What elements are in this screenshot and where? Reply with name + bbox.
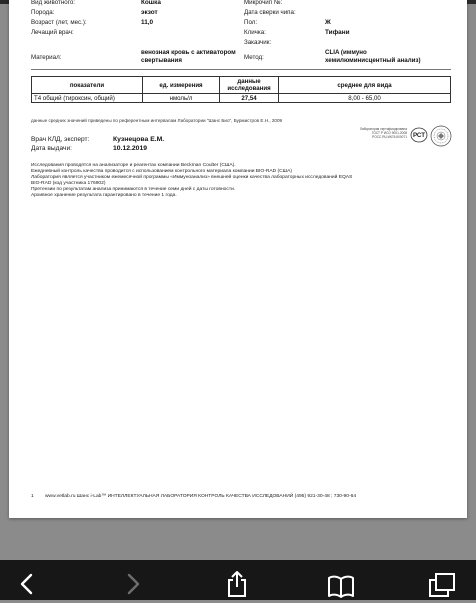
chevron-left-icon[interactable] bbox=[19, 572, 35, 601]
footer-text: www.vetlab.ru Шанс i-Lab™ ИНТЕЛЛЕКТУАЛЬНАЯ ЛАБОРАТОРИЯ КОНТРОЛЬ КАЧЕСТВА ИССЛЕДОВАНИЙ (495) 921-30-48 ; 730-90-64 bbox=[45, 494, 357, 499]
material-label: Материал: bbox=[31, 54, 62, 61]
material-value: венозная кровь с активатором свертывания bbox=[141, 49, 236, 64]
lab-report-page bbox=[9, 0, 467, 518]
result-value-cell: 27,54 bbox=[220, 94, 279, 103]
page-number: 1 bbox=[31, 494, 34, 499]
species-label: Вид животного: bbox=[31, 0, 76, 6]
breed-label: Порода: bbox=[31, 9, 55, 16]
customer-label: Заказчик: bbox=[244, 39, 272, 46]
unit-cell: нмоль/л bbox=[143, 94, 220, 103]
column-header: данные исследования bbox=[220, 77, 279, 94]
column-header: среднее для вида bbox=[279, 77, 451, 94]
note-line: Исследования проводятся на анализаторе и реагентах компании Beckman Coulter (США). bbox=[31, 163, 236, 168]
note-line: Ежедневный контроль качества проводится с использованием контрольного материала компании BIO-RAD (США) bbox=[31, 169, 293, 175]
reference-range-cell: 8,00 - 65,00 bbox=[279, 94, 451, 103]
name-label: Кличка: bbox=[244, 29, 266, 36]
note-line: Лаборатория является участником ежемесячной программы «Иммуноанализ» внешней оценки качества лабораторных исследований EQAS bbox=[31, 175, 353, 181]
note-line: BIO-RAD (код участника 176902) bbox=[31, 181, 106, 187]
column-header: показатели bbox=[32, 77, 143, 94]
method-value: CLIA (иммуно хемилюминисцентный анализ) bbox=[325, 49, 421, 64]
note-line: Претензии по результатам анализа принимаются в течение семи дней с даты готовности. bbox=[31, 187, 236, 193]
note-line: Архивное хранение результата гарантировано в течение 1 года. bbox=[31, 193, 177, 199]
doctor-value: Кузнецова Е.М. bbox=[113, 136, 165, 143]
page-footer bbox=[31, 494, 356, 499]
breed-value: экзот bbox=[141, 9, 158, 16]
table-row bbox=[32, 94, 451, 103]
chevron-right-icon[interactable] bbox=[125, 572, 141, 601]
method-label: Метод: bbox=[244, 54, 264, 61]
section-divider bbox=[31, 69, 451, 70]
sex-label: Пол: bbox=[244, 19, 258, 26]
vet-label: Лечащий врач: bbox=[31, 29, 74, 36]
tabs-icon[interactable] bbox=[428, 572, 456, 603]
name-value: Тифани bbox=[325, 29, 350, 36]
certification-line: Лаборатория сертифицирована bbox=[359, 127, 407, 131]
chip-date-label: Дата сверки чипа: bbox=[244, 9, 296, 16]
certification-text bbox=[353, 128, 407, 140]
issue-date-value: 10.12.2019 bbox=[113, 145, 148, 152]
certification-line: ГОСТ Р ИСО 9001-2008 bbox=[371, 130, 407, 135]
share-icon[interactable] bbox=[225, 570, 249, 603]
rst-mark-icon bbox=[410, 127, 428, 143]
doctor-label: Врач КЛД, эксперт: bbox=[31, 136, 90, 143]
test-name-cell: Т4 общий (тироксин, общий) bbox=[32, 94, 143, 103]
species-value: Кошка bbox=[141, 0, 161, 6]
age-label: Возраст (лет, мес.): bbox=[31, 19, 87, 26]
reference-note: данные средних значений приведены по референтным интервалам Лаборатории "Шанс Био", Бурмистров Е.Н., 2009 bbox=[31, 118, 283, 123]
chip-label: Микрочип №: bbox=[244, 0, 283, 6]
laboratory-seal-icon bbox=[430, 125, 452, 147]
bookmarks-icon[interactable] bbox=[327, 574, 355, 603]
age-value: 11,0 bbox=[141, 19, 154, 26]
sex-value: Ж bbox=[325, 19, 331, 26]
lab-notes bbox=[31, 163, 461, 200]
certification-line: РОСС RU.ИК76.К00071 bbox=[372, 134, 407, 139]
rst-mark-text: РСТ bbox=[412, 132, 426, 140]
issue-date-label: Дата выдачи: bbox=[31, 145, 72, 152]
results-table bbox=[31, 76, 451, 103]
column-header: ед. измерения bbox=[143, 77, 220, 94]
table-header-row bbox=[32, 77, 451, 94]
